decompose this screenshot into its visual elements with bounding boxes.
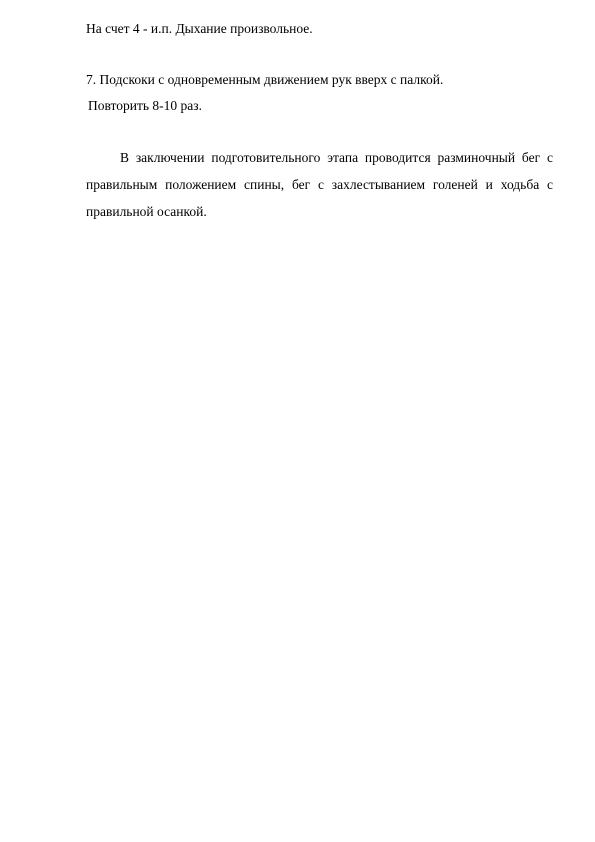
conclusion-paragraph [86, 144, 553, 225]
text-line-breathing: На счет 4 - и.п. Дыхание произвольное. [86, 21, 313, 36]
paragraph-line: В заключении подготовительного этапа проводится разминочный бег с [120, 150, 553, 165]
paragraph-line: правильным положением спины, бег с захлестыванием голеней и ходьба с [86, 177, 553, 192]
exercise-item-7: 7. Подскоки с одновременным движением рук вверх с палкой. [86, 72, 444, 87]
repeat-instruction: Повторить 8-10 раз. [88, 98, 202, 113]
paragraph-line: правильной осанкой. [86, 204, 207, 219]
